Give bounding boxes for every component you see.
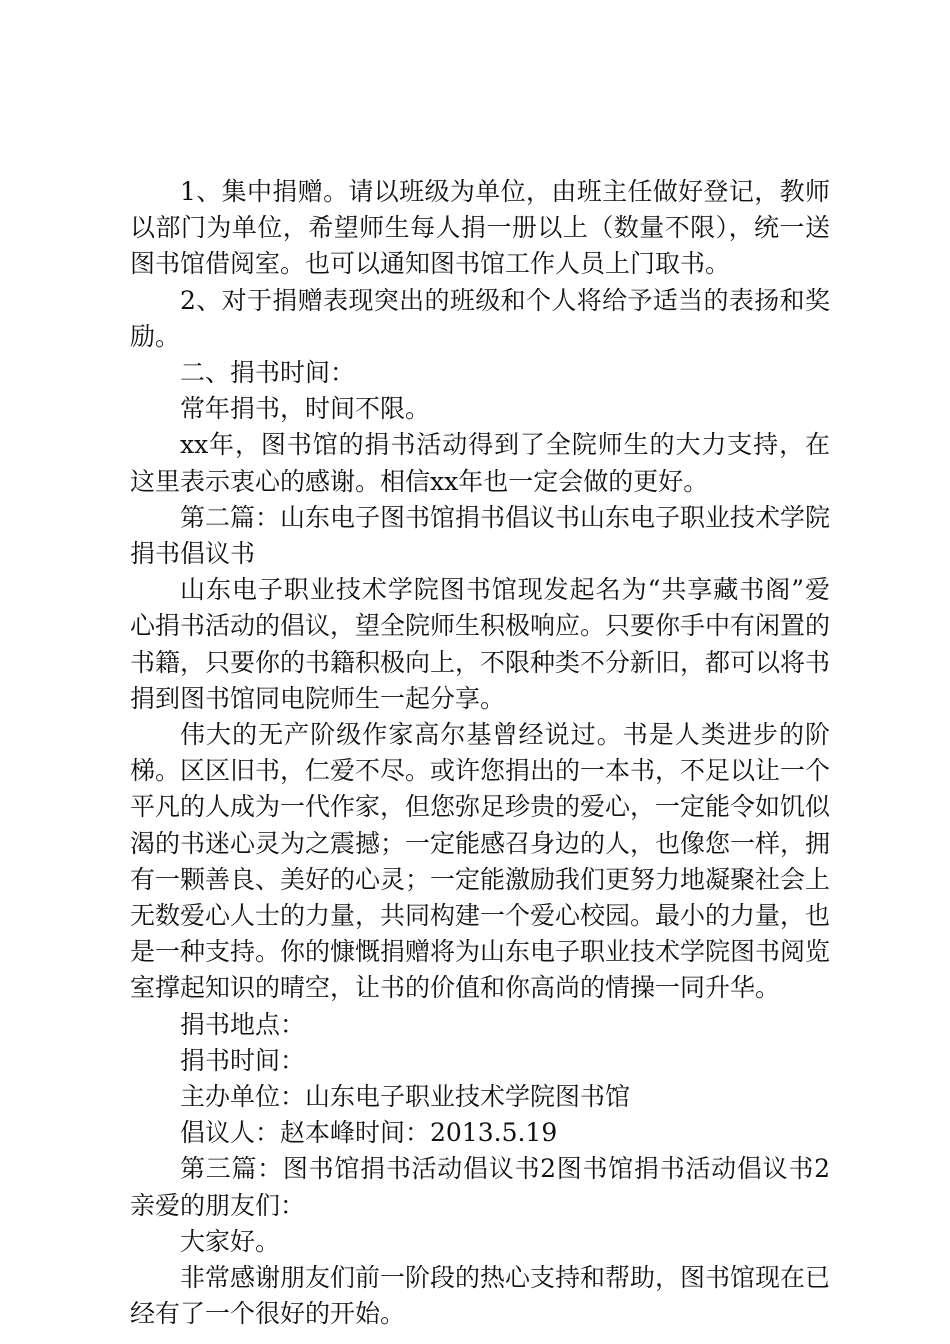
heading-part-two: 第二篇：山东电子图书馆捐书倡议书山东电子职业技术学院捐书倡议书 bbox=[130, 502, 831, 569]
label-donation-location: 捐书地点： bbox=[180, 1009, 306, 1039]
paragraph-initiative: 山东电子职业技术学院图书馆现发起名为“共享藏书阁”爱心捐书活动的倡议，望全院师生积极响应。只要你手中有闲置的书籍，只要你的书籍积极向上，不限种类不分新旧，都可以将书捐到图书馆同电院师生一起分享。 bbox=[130, 575, 831, 713]
label-initiator-date: 倡议人：赵本峰时间：2013.5.19 bbox=[180, 1118, 558, 1148]
paragraph-donation-method-1: 1、集中捐赠。请以班级为单位，由班主任做好登记，教师以部门为单位，希望师生每人捐一册以上（数量不限），统一送图书馆借阅室。也可以通知图书馆工作人员上门取书。 bbox=[130, 177, 830, 279]
paragraph-donation-method-2: 2、对于捐赠表现突出的班级和个人将给予适当的表扬和奖励。 bbox=[130, 285, 830, 351]
heading-part-three: 第三篇：图书馆捐书活动倡议书2图书馆捐书活动倡议书2亲爱的朋友们： bbox=[130, 1154, 830, 1220]
label-organizer: 主办单位：山东电子职业技术学院图书馆 bbox=[180, 1082, 631, 1112]
paragraph-greeting: 大家好。 bbox=[180, 1226, 281, 1256]
paragraph-closing: 非常感谢朋友们前一阶段的热心支持和帮助，图书馆现在已经有了一个很好的开始。 bbox=[130, 1263, 831, 1329]
paragraph-thanks: xx年，图书馆的捐书活动得到了全院师生的大力支持，在这里表示衷心的感谢。相信xx年也一定会做的更好。 bbox=[130, 430, 830, 496]
document-body bbox=[130, 174, 830, 1333]
paragraph-gorky-quote: 伟大的无产阶级作家高尔基曾经说过。书是人类进步的阶梯。区区旧书，仁爱不尽。或许您捐出的一本书，不足以让一个平凡的人成为一代作家，但您弥足珍贵的爱心，一定能令如饥似渴的书迷心灵为之震撼；一定能感召身边的人，也像您一样，拥有一颗善良、美好的心灵；一定能激励我们更努力地凝聚社会上无数爱心人士的力量，共同构建一个爱心校园。最小的力量，也是一种支持。你的慷慨捐赠将为山东电子职业技术学院图书阅览室撑起知识的晴空，让书的价值和你高尚的情操一同升华。 bbox=[130, 720, 831, 1003]
heading-donation-time: 二、捐书时间： bbox=[180, 358, 356, 388]
paragraph-donation-time: 常年捐书，时间不限。 bbox=[180, 394, 431, 424]
label-donation-time: 捐书时间： bbox=[180, 1045, 306, 1075]
